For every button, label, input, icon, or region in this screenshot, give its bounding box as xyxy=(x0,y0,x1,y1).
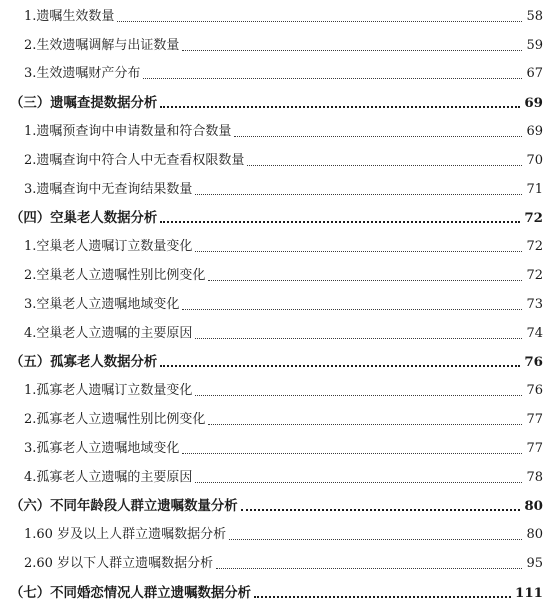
toc-entry-title: （四）空巢老人数据分析 xyxy=(10,210,158,227)
toc-section-entry[interactable] xyxy=(10,491,543,520)
toc-page-number: 72 xyxy=(526,239,543,255)
dot-leader xyxy=(208,424,522,425)
toc-subsection-entry[interactable] xyxy=(10,548,543,577)
toc-entry-title: 2.遗嘱查询中符合人中无查看权限数量 xyxy=(24,152,245,168)
toc-subsection-entry[interactable] xyxy=(10,174,543,203)
toc-section-entry[interactable] xyxy=(10,577,543,606)
toc-page-number: 77 xyxy=(526,411,543,427)
toc-entry-title: 3.遗嘱查询中无查询结果数量 xyxy=(24,181,193,197)
toc-page-number: 73 xyxy=(526,296,543,312)
toc-page-number: 74 xyxy=(526,325,543,341)
toc-entry-title: 1.孤寡老人遗嘱订立数量变化 xyxy=(24,383,193,399)
dot-leader xyxy=(117,21,522,22)
toc-subsection-entry[interactable] xyxy=(10,145,543,174)
toc-page-number: 72 xyxy=(526,267,543,283)
toc-entry-title: （七）不同婚恋情况人群立遗嘱数据分析 xyxy=(10,584,252,601)
toc-page-number: 69 xyxy=(526,123,543,139)
toc-page-number: 72 xyxy=(524,210,543,227)
dot-leader xyxy=(143,78,522,79)
dot-leader xyxy=(254,596,511,598)
toc-subsection-entry[interactable] xyxy=(10,231,543,260)
toc-entry-title: 1.60 岁及以上人群立遗嘱数据分析 xyxy=(24,527,227,543)
toc-entry-title: 4.空巢老人立遗嘱的主要原因 xyxy=(24,325,193,341)
toc-subsection-entry[interactable] xyxy=(10,289,543,318)
toc-entry-title: 3.孤寡老人立遗嘱地域变化 xyxy=(24,440,180,456)
toc-page-number: 67 xyxy=(526,66,543,82)
dot-leader xyxy=(195,194,522,195)
dot-leader xyxy=(195,338,522,339)
toc-page-number: 80 xyxy=(526,527,543,543)
toc-entry-title: 2.生效遗嘱调解与出证数量 xyxy=(24,37,180,53)
toc-entry-title: 2.孤寡老人立遗嘱性别比例变化 xyxy=(24,411,206,427)
toc-page-number: 95 xyxy=(526,555,543,571)
toc-subsection-entry[interactable] xyxy=(10,375,543,404)
toc-page-number: 76 xyxy=(526,383,543,399)
dot-leader xyxy=(195,395,522,396)
toc-page-number: 111 xyxy=(515,584,543,601)
toc-entry-title: （三）遗嘱查提数据分析 xyxy=(10,95,158,112)
toc-entry-title: （六）不同年龄段人群立遗嘱数量分析 xyxy=(10,498,238,515)
toc-subsection-entry[interactable] xyxy=(10,1,543,30)
toc-entry-title: 3.空巢老人立遗嘱地域变化 xyxy=(24,296,180,312)
toc-section-entry[interactable] xyxy=(10,203,543,232)
toc-entry-title: 3.生效遗嘱财产分布 xyxy=(24,66,141,82)
dot-leader xyxy=(182,453,522,454)
dot-leader xyxy=(160,106,520,108)
toc-page-number: 78 xyxy=(526,469,543,485)
toc-section-entry[interactable] xyxy=(10,347,543,376)
dot-leader xyxy=(241,509,521,511)
dot-leader xyxy=(216,568,522,569)
toc-page-number: 70 xyxy=(526,152,543,168)
toc-subsection-entry[interactable] xyxy=(10,462,543,491)
dot-leader xyxy=(234,136,522,137)
dot-leader xyxy=(208,280,522,281)
toc-page-number: 76 xyxy=(524,354,543,371)
dot-leader xyxy=(229,539,522,540)
toc-subsection-entry[interactable] xyxy=(10,116,543,145)
toc-entry-title: （五）孤寡老人数据分析 xyxy=(10,354,158,371)
toc-page-number: 58 xyxy=(526,8,543,24)
toc-entry-title: 1.遗嘱生效数量 xyxy=(24,8,115,24)
toc-section-entry[interactable] xyxy=(10,87,543,116)
toc-page-number: 80 xyxy=(524,498,543,515)
dot-leader xyxy=(182,50,522,51)
toc-subsection-entry[interactable] xyxy=(10,318,543,347)
dot-leader xyxy=(160,221,520,223)
toc-entry-title: 1.遗嘱预查询中申请数量和符合数量 xyxy=(24,123,232,139)
dot-leader xyxy=(195,482,522,483)
dot-leader xyxy=(195,251,522,252)
toc-page-number: 71 xyxy=(526,181,543,197)
toc-subsection-entry[interactable] xyxy=(10,260,543,289)
toc-subsection-entry[interactable] xyxy=(10,433,543,462)
toc-entry-title: 1.空巢老人遗嘱订立数量变化 xyxy=(24,239,193,255)
toc-page-number: 69 xyxy=(524,95,543,112)
toc-subsection-entry[interactable] xyxy=(10,30,543,59)
toc-entry-title: 2.60 岁以下人群立遗嘱数据分析 xyxy=(24,555,214,571)
toc-subsection-entry[interactable] xyxy=(10,404,543,433)
toc-page-number: 77 xyxy=(526,440,543,456)
dot-leader xyxy=(160,365,520,367)
toc-subsection-entry[interactable] xyxy=(10,519,543,548)
dot-leader xyxy=(182,309,522,310)
dot-leader xyxy=(247,165,522,166)
toc-subsection-entry[interactable] xyxy=(10,59,543,88)
toc-entry-title: 4.孤寡老人立遗嘱的主要原因 xyxy=(24,469,193,485)
toc-page-number: 59 xyxy=(526,37,543,53)
toc-entry-title: 2.空巢老人立遗嘱性别比例变化 xyxy=(24,267,206,283)
